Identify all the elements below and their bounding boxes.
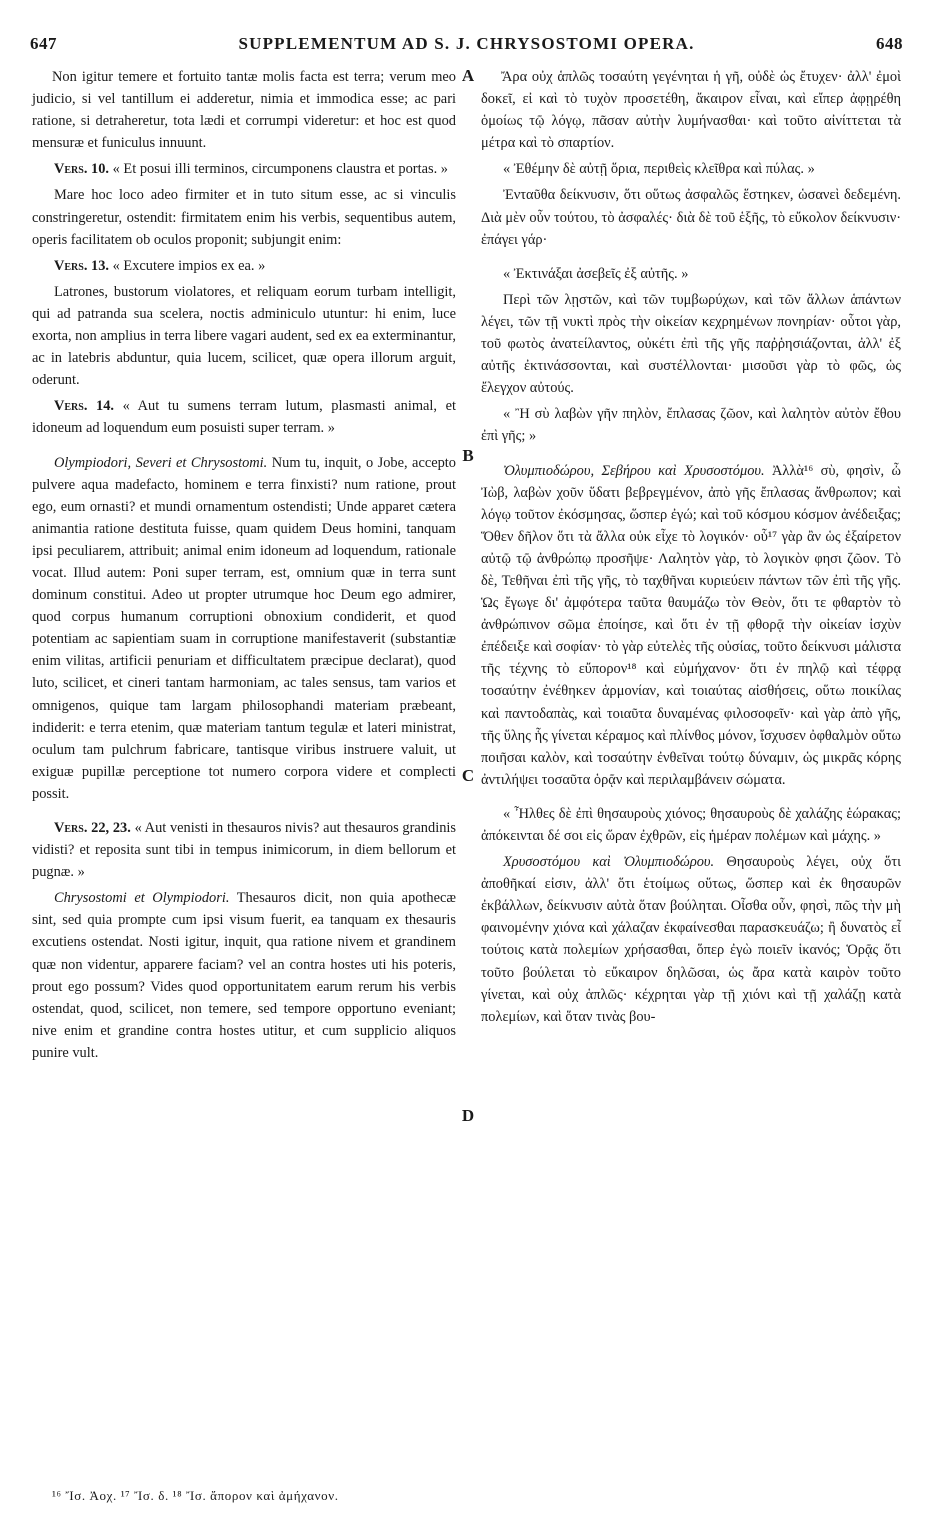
verse-10-latin [32,158,456,180]
section-marker-a: A [461,66,475,85]
commentary-authors: Χρυσοστόμου καὶ Ὀλυμπιοδώρου. [503,854,715,871]
verse-22-latin [32,817,456,883]
latin-commentary [32,887,456,1064]
greek-commentary [481,851,901,1028]
greek-paragraph: Ἄρα οὐχ ἁπλῶς τοσαύτη γεγένηται ἡ γῆ, οὐδὲ ὡς ἔτυχεν· ἀλλ' ἐμοὶ δοκεῖ, εἰ καὶ τὸ τυχὸν προσετέθη, ἄκαιρον εἶναι, καὶ εἴπερ ἀφῃρέθη ὁμοίως τῷ λόγῳ, πᾶσαν αὐτὴν λυμήνασθαι· καὶ τοῦτο αἰνίττεται τὰ μέτρα καὶ τὸ σπαρτίον. [481,69,901,152]
verse-label: Vers. 13. [54,257,110,274]
section-marker-d: D [461,1106,475,1125]
footnotes: ¹⁶ Ἴσ. Ἀοχ. ¹⁷ Ἴσ. δ. ¹⁸ Ἴσ. ἄπορον καὶ ἀμήχανον. [52,1488,339,1503]
commentary-authors: Olympiodori, Severi et Chrysostomi. [54,454,268,471]
running-header [30,34,903,58]
section-marker-c: C [461,766,475,785]
verse-label: Vers. 10. [54,161,110,178]
verse-14-greek: « Ἢ σὺ λαβὼν γῆν πηλὸν, ἔπλασας ζῶον, καὶ λαλητὸν αὐτὸν ἔθου ἐπὶ γῆς; » [481,406,901,445]
page-number-right: 648 [876,34,903,53]
latin-column [32,66,456,1068]
verse-text: « Aut venisti in thesauros nivis? aut thesauros grandinis vidisti? et reposita sunt tibi in tempus inimicorum, in diem bellorum et pugnæ. » [32,820,456,881]
verse-22-greek: « Ἦλθες δὲ ἐπὶ θησαυροὺς χιόνος; θησαυροὺς δὲ χαλάζης ἑώρακας; ἀπόκεινται δέ σοι εἰς ὥραν ἐχθρῶν, εἰς ἡμέραν πολέμων καὶ μάχης. » [481,805,901,844]
commentary-authors: Ὀλυμπιοδώρου, Σεβήρου καὶ Χρυσοστόμου. [503,462,765,479]
verse-label: Vers. 14. [54,398,115,415]
verse-text: « Excutere impios ex ea. » [112,257,266,274]
commentary-text: Θησαυροὺς λέγει, οὐχ ὅτι ἀποθῆκαί εἰσιν, ἀλλ' ὅτι ἑτοίμως οὕτως, ὥσπερ καὶ ἐκ θησαυρῶν ἐκβάλλων, δείκνυσιν αὐτὰ ὅταν βούληται. Οἶσθα οὖν, φησὶ, πῶς τὴν μὴ φαινομένην χιόνα καὶ χάλαζαν ἐκφαίνεσθαι παρασκευάζω; ἢ δυνατὸς εἶ τούτοις κατὰ πολεμίων χρήσασθαι, ὅπερ ἐγὼ ποιεῖν ἱκανός; Ὁρᾷς ὅτι τοῦτο βούλεται τὸ εὔκαιρον δηλῶσαι, ὡς ἄρα κατὰ καιρὸν τοῦτο γίνεται, καὶ οὐχ ἁπλῶς· κέχρηται γὰρ τῇ χιόνι καὶ τῇ χαλάζῃ κατὰ πολεμίων, καὶ ὅταν τινὰς βου- [481,854,901,1025]
section-marker-b: B [462,446,474,465]
verse-10-greek: « Ἐθέμην δὲ αὐτῇ ὅρια, περιθεὶς κλεῖθρα καὶ πύλας. » [503,161,815,178]
latin-commentary [32,452,456,806]
greek-paragraph: Ἐνταῦθα δείκνυσιν, ὅτι οὕτως ἀσφαλῶς ἕστηκεν, ὡσανεὶ δεδεμένη. Διὰ μὲν οὖν τούτου, τὸ ἀσφαλές· διὰ δὲ τοῦ ἑξῆς, τὸ εὔκολον δείκνυσιν· ἐπάγει γάρ· [481,187,901,248]
commentary-text: Thesauros dicit, non quia apothecæ sint, sed quia prompte cum ipsi visum fuerit, ea tanquam ex thesauris excutiens ostendat. Nosti igitur, inquit, qua ratione nivem et grandinem quæ non videntur, apparere faciam? vel an contra hostes uti his poteris, prout ego possum? Vides quod opportunitatem earum rerum his verbis ostendat, quod, scilicet, non temere, sed tempore opportuno eveniant; nive enim et grandine contra hostes utitur, et cum supplicio aliquos punire vult. [32,890,456,1061]
page-number-left: 647 [30,34,57,53]
greek-paragraph: Περὶ τῶν λῃστῶν, καὶ τῶν τυμβωρύχων, καὶ τῶν ἄλλων ἁπάντων λέγει, τῶν τῇ νυκτὶ πρὸς τὴν οἰκείαν κεχρημένων πονηρίαν· οὗτοι γὰρ, τοῦ φωτὸς ἀνατείλαντος, οὐκέτι ἐπὶ τῆς γῆς παῤῥησιάζονται, ἀλλ' ἐξ αὐτῆς ἐκτινάσσονται, καὶ συστέλλονται· μισοῦσι γὰρ τὸ φῶς, ὡς ἔλεγχον αὐτούς. [481,291,901,397]
verse-text: « Et posui illi terminos, circumponens claustra et portas. » [112,161,448,178]
commentary-text: Ἀλλὰ¹⁶ σὺ, φησὶν, ὦ Ἰὼβ, λαβὼν χοῦν ὕδατι βεβρεγμένον, ἀπὸ γῆς ἔπλασας ἄνθρωπον; καὶ λόγῳ τοῦτον ἐκόσμησας, ὥσπερ ἐγώ; καὶ τοῦ κόσμου κόσμον ἀνέδειξας; Ὅθεν δῆλον ὅτι τὰ ἄλλα οὐκ εἶχε τὸ λογικόν· οὗ¹⁷ γὰρ ἂν ὡς ἐξαίρετον αὐτῷ τῷ ἀνθρώπῳ προσῆψε· Λαλητὸν γὰρ, τὸ λογικὸν φησι ζῶον. Τὸ δὲ, Τεθῆναι ἐπὶ τῆς γῆς, τὸ ταχθῆναι κυριεύειν πάντων τῶν ἐπὶ τῆς γῆς. Ὡς ἔγωγε δι' ἀμφότερα ταῦτα θαυμάζω τὸν Θεὸν, ὅτι τε φθαρτὸν τὸ ἀνθρώπινον σῶμα ἐποίησε, καὶ ὅτι ἐν τῇ φθορᾷ τὴν οἰκείαν ἰσχὺν ἐπέδειξε καὶ σοφίαν· τὸ γὰρ εὐτελὲς τῆς οὐσίας, τοῦτο δείκνυσι μάλιστα τῆς τέχνης τὸ εὔπορον¹⁸ καὶ εὐμήχανον· ὅτι ἐν πηλῷ καὶ τέφρᾳ τοσαύτην ἐνέθηκεν ἁρμονίαν, καὶ τοιαύτας αἰσθήσεις, οὕτω ποικίλας καὶ παντοδαπὰς, καὶ τοιαῦτα δυναμένας φιλοσοφεῖν· καὶ γὰρ ἀπὸ γῆς, τῆς ὕλης ἧς γίνεται κέραμος καὶ πλίνθος μόνον, ἴσχυσεν ὀφθαλμὸν οὕτω ποιῆσαι καλὸν, καὶ τοσαύτην ἐνθεῖναι τούτῳ δύναμιν, ὡς μικρᾶς κόρης ἀντιλήψει τοσαῦτα ὁρᾷν καὶ περιλαμβάνειν σώματα. [481,462,901,788]
verse-text: « Aut tu sumens terram lutum, plasmasti animal, et idoneum ad loquendum eum posuisti super terram. » [32,398,456,437]
verse-label: Vers. 22, 23. [54,820,131,836]
verse-13-latin [32,255,456,277]
verse-13-greek: « Ἐκτινάξαι ἀσεβεῖς ἐξ αὐτῆς. » [503,265,689,282]
running-title: SUPPLEMENTUM AD S. J. CHRYSOSTOMI OPERA. [238,34,695,53]
greek-commentary [481,460,901,791]
latin-paragraph: Latrones, bustorum violatores, et reliquam eorum turbam intelligit, qui ad patranda sua scelera, noctis adminiculo utuntur: hi enim, luce exorta, non amplius in terra libere vagari audent, sed ex ea exterminantur, ac in latebris abduntur, quia lucem, scilicet, quæ opera illorum arguit, oderunt. [32,283,456,389]
latin-paragraph: Mare hoc loco adeo firmiter et in tuto situm esse, ac si vinculis constringeretur, ostendit: firmitatem enim his verbis, sequentibus autem, operis facilitatem ob oculos proponit; subjungit enim: [32,187,456,248]
greek-column [481,66,901,1032]
verse-14-latin [32,395,456,439]
commentary-text: Num tu, inquit, o Jobe, accepto pulvere aqua madefacto, hominem e terra finxisti? num ratione, prout ego, eum ornasti? et mundi ornamentum ostendisti; Unde apparet cætera animantia ratione destituta fuisse, quam quidem Deus homini, tanquam ipsi peculiarem, attribuit; animal enim idoneum ad loquendum, rationale vocat. Illud autem: Poni super terram, est, omnium quæ in terra sunt dominum constitui. Adeo ut propter utrumque hoc Deum ego admirer, quod corpus humanum corruptioni obnoxium condiderit, et quod potentiam ac sapientiam suam in corruptione manifestaverit (substantiæ enim vilitas, artificii penuriam et difficultatem præcipue declarat), quod luto, scilicet, et cineri tantam harmoniam, ac tales sensus, tam varios et omnigenos, quique tam largam philosophandi materiam præbeant, indiderit: e terra etenim, quæ materiam tantum tegulæ et lateri ministrat, oculum tam pulchrum fabricare, tantisque viribus instruere valuit, ut exiguæ pupillæ perceptione tot numero corpora videre et complecti possit. [32,454,456,802]
latin-paragraph: Non igitur temere et fortuito tantæ molis facta est terra; verum meo judicio, si vel tantillum ei adderetur, nimia et immodica esse; ac pari ratione, si detraheretur, tota lædi et corrumpi videretur: et hoc est quod mensuræ et funiculus innuunt. [32,69,456,152]
commentary-authors: Chrysostomi et Olympiodori. [54,890,230,907]
